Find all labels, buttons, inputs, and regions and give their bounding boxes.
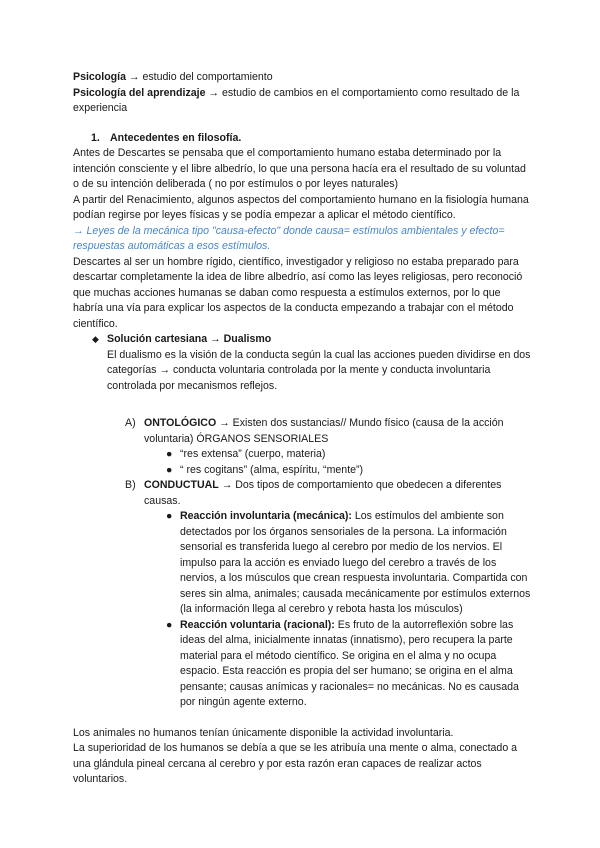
definition-psicologia: → estudio del comportamiento: [125, 71, 273, 83]
paragraph-renacimiento: A partir del Renacimiento, algunos aspectos del comportamiento humano en la fisiología humana podían regirse por leyes físicas y se podía empezar a aplicar el método científico.: [73, 193, 529, 221]
list-item-conductual: [73, 478, 533, 509]
bullet-text: “res extensa” (cuerpo, materia): [180, 448, 326, 460]
bullet-dot-icon: ●: [166, 463, 173, 476]
paragraph-descartes-metodo: Descartes al ser un hombre rígido, científico, investigador y religioso no estaba preparado para descartar completamente la idea de libre albedrío, así como las leyes religiosas, pero reconoció que muchas acciones humanas se daban como respuesta a estímulos externos, por lo que habría una vía para explicar los aspectos de la conducta empezando a trabajar con el método científico.: [73, 255, 523, 330]
document-page: [73, 70, 533, 788]
definition-aprendizaje: → estudio de cambios en el comportamiento como resultado de la experiencia: [73, 86, 520, 114]
bullet-reaccion-voluntaria: [73, 618, 533, 711]
note-leyes-mecanica: → Leyes de la mecánica tipo "causa-efecto" donde causa= estímulos ambientales y efecto= respuestas automáticas a esos estímulos.: [73, 224, 505, 252]
bullet-text: “ res cogitans” (alma, espíritu, “mente”): [180, 463, 364, 476]
solucion-cartesiana-heading: [73, 332, 533, 348]
term-aprendizaje: Psicología del aprendizaje: [73, 86, 206, 99]
intro-line-aprendizaje: [73, 86, 533, 117]
bullet-res-cogitans: [73, 463, 533, 479]
bullet-dot-icon: ●: [166, 618, 173, 631]
section-number: 1.: [91, 131, 100, 144]
diamond-bullet-icon: ◆: [92, 334, 99, 344]
list-item-ontologico: [73, 416, 533, 447]
solucion-title: Solución cartesiana → Dualismo: [107, 333, 272, 345]
list-label-a: A): [125, 417, 136, 429]
conductual-text: → Dos tipos de comportamiento que obedecen a diferentes causas.: [144, 479, 502, 507]
closing-paragraph-superioridad: La superioridad de los humanos se debía a que se les atribuía una mente o alma, conectado a una glándula pineal cercana al cerebro y por esta razón eran capaces de realizar actos voluntarios.: [73, 742, 518, 785]
reaccion-involuntaria-title: Reacción involuntaria (mecánica):: [180, 510, 352, 522]
reaccion-voluntaria-text: Es fruto de la autorreflexión sobre las ideas del alma, inicialmente innatas (innatismo), pero recupera la parte material para el método científico. Se origina en el alma y no ocupa espacio. Esta reacción es propia del ser humano; se origina en el alma pensante; causas anímicas y racionales= no mecánicas. No es causada por ningún agente externo.: [180, 618, 519, 708]
closing-paragraph-animales: Los animales no humanos tenían únicamente disponible la actividad involuntaria.: [73, 726, 454, 739]
section-heading: [91, 131, 533, 147]
bullet-res-extensa: [73, 447, 533, 463]
list-label-b: B): [125, 479, 136, 491]
intro-line-psicologia: [73, 70, 533, 86]
bullet-dot-icon: ●: [166, 448, 173, 460]
reaccion-voluntaria-title: Reacción voluntaria (racional):: [180, 618, 335, 631]
term-psicologia: Psicología: [73, 71, 126, 83]
reaccion-involuntaria-text: Los estímulos del ambiente son detectados por los órganos sensoriales de la persona. La información sensorial es transferida luego al cerebro por medio de los nervios. El impulso para la acción es enviado luego del cerebro a través de los nervios, a los músculos que crean respuesta involuntaria. Compartida con seres sin alma, animales; causada mecánicamente por estímulos externos (la información llega al cerebro y rebota hasta los músculos): [180, 510, 531, 615]
section-title: Antecedentes en filosofía.: [110, 131, 242, 144]
bullet-reaccion-involuntaria: [73, 509, 533, 618]
ontologico-title: ONTOLÓGICO: [144, 417, 217, 429]
dualismo-paragraph: El dualismo es la visión de la conducta según la cual las acciones pueden dividirse en dos categorías → conducta voluntaria controlada por la mente y conducta involuntaria controlada por mecanismos reflejos.: [107, 348, 531, 392]
paragraph-descartes: Antes de Descartes se pensaba que el comportamiento humano estaba determinado por la intención consciente y el libre albedrío, lo que una persona hacía era el resultado de su voluntad o de su intención deliberada ( no por estímulos o por leyes naturales): [73, 147, 526, 190]
bullet-dot-icon: ●: [166, 510, 173, 522]
conductual-title: CONDUCTUAL: [144, 479, 219, 491]
ontologico-text: → Existen dos sustancias// Mundo físico (causa de la acción voluntaria) ÓRGANOS SENSORIALES: [144, 417, 504, 445]
